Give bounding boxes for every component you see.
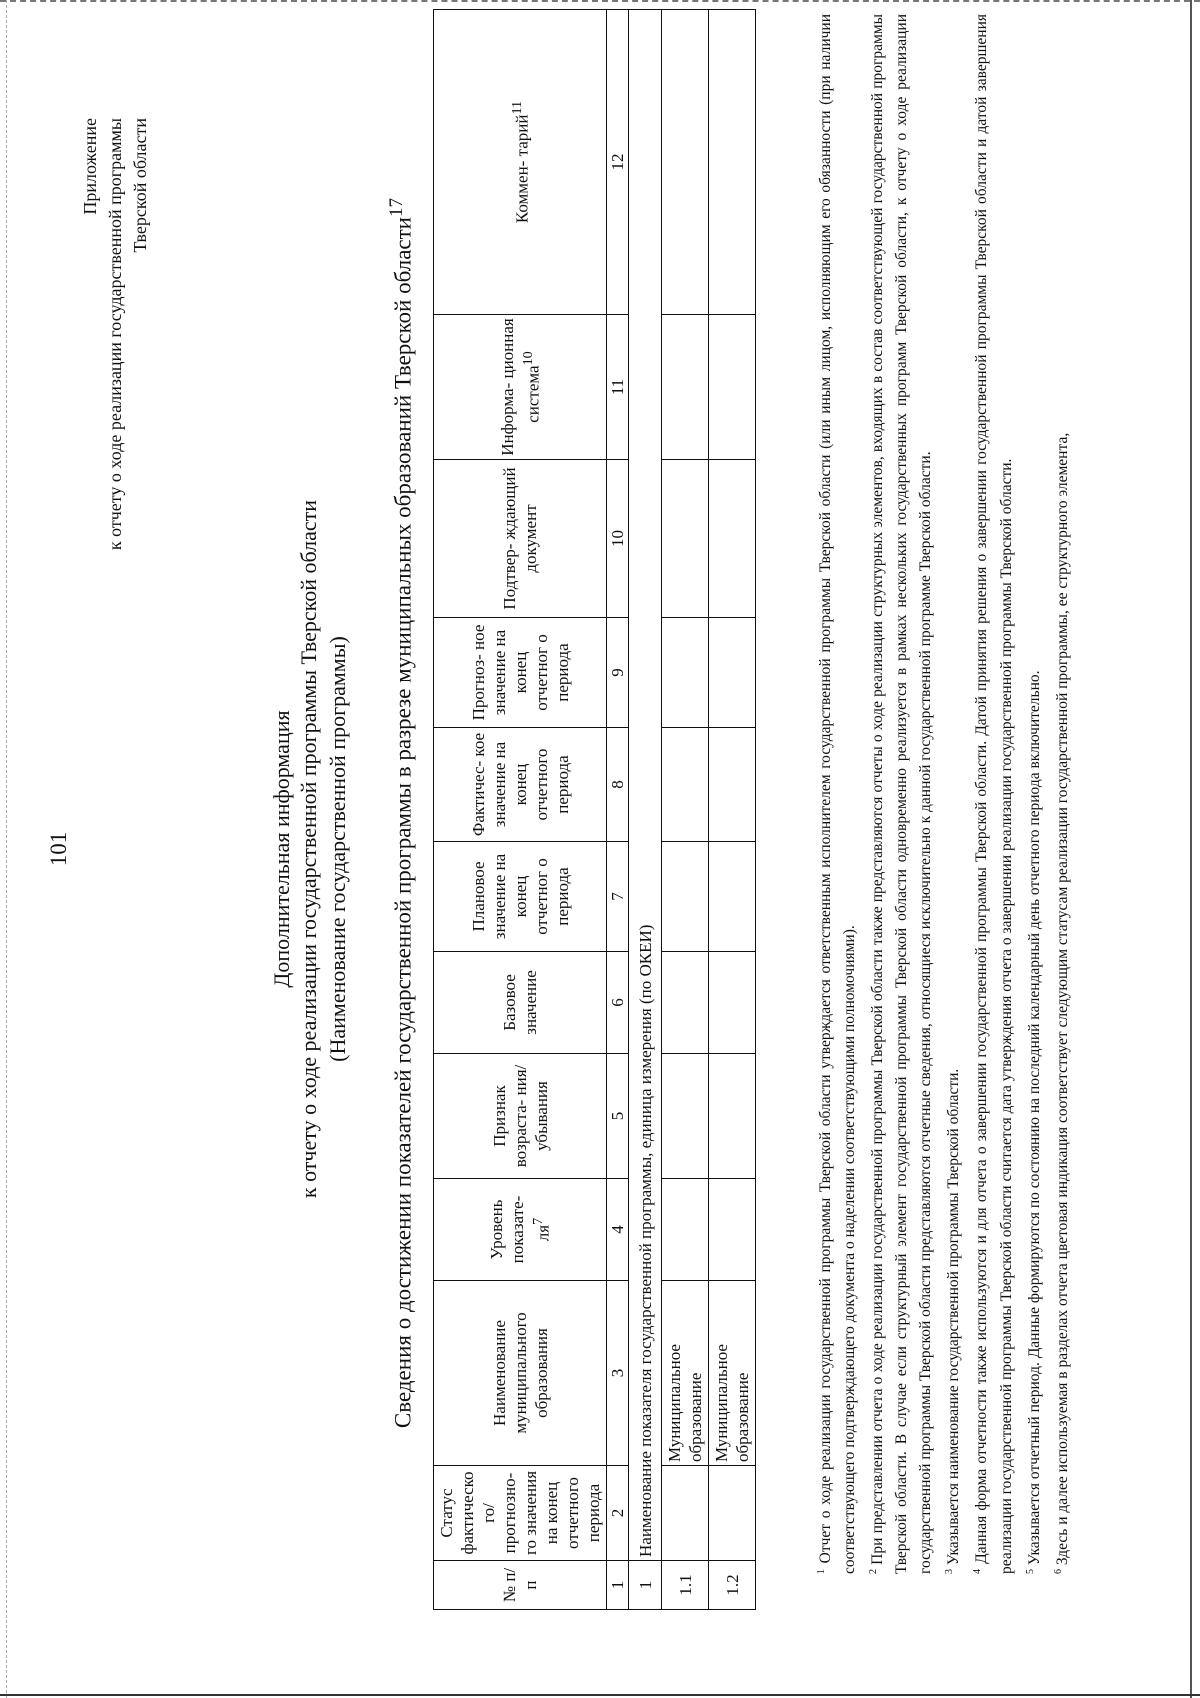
section-row bbox=[629, 10, 662, 1610]
header-forecast-value: Прогноз- ное значение на конец отчетног о периода bbox=[434, 618, 607, 728]
footnote-number: 5 bbox=[1024, 1569, 1036, 1574]
footnote bbox=[862, 14, 938, 1574]
document-title bbox=[268, 0, 351, 1698]
column-number: 9 bbox=[607, 618, 629, 728]
footnote-number: 4 bbox=[972, 1569, 984, 1574]
appendix-block bbox=[78, 118, 153, 550]
cell-empty bbox=[662, 1054, 709, 1179]
section-number: 1 bbox=[629, 1561, 662, 1610]
column-numbers-row bbox=[607, 10, 629, 1610]
cell-empty bbox=[662, 842, 709, 952]
header-num: № п/п bbox=[434, 1561, 607, 1610]
header-system-text: Информа- ционная система bbox=[497, 318, 543, 456]
appendix-line-1: Приложение bbox=[80, 118, 100, 215]
table-header-row bbox=[434, 10, 607, 1610]
header-status: Статус фактическо го/ прогнозно- го значения на конец отчетного периода bbox=[434, 1466, 607, 1561]
footnote-text: Отчет о ходе реализации государственной программы Тверской области утверждается ответственным исполнителем государственной программы Тверской области (или иным лицом, исполняющим его обязанности (при наличии соответствующего подтверждающего документа о наделении соответствующими полномочиями). bbox=[817, 14, 859, 1574]
cell-empty bbox=[709, 952, 756, 1054]
header-planned-value: Плановое значение на конец отчетног о периода bbox=[434, 842, 607, 952]
footnote-number: 1 bbox=[816, 1569, 827, 1574]
header-comment-text: Коммен- тарий bbox=[512, 114, 532, 224]
cell-empty bbox=[709, 728, 756, 842]
cell-empty bbox=[709, 315, 756, 460]
header-document: Подтвер- ждающий документ bbox=[434, 460, 607, 618]
header-level bbox=[434, 1179, 607, 1281]
column-number: 12 bbox=[607, 10, 629, 315]
footnote-number: 2 bbox=[868, 1569, 880, 1574]
column-number: 4 bbox=[607, 1179, 629, 1281]
cell-empty bbox=[662, 1179, 709, 1281]
cell-empty bbox=[709, 1179, 756, 1281]
row-number: 1.1 bbox=[662, 1561, 709, 1610]
header-base-value: Базовое значение bbox=[434, 952, 607, 1054]
column-number: 11 bbox=[607, 315, 629, 460]
page-number: 101 bbox=[46, 831, 71, 867]
cell-empty bbox=[709, 1466, 756, 1561]
column-number: 3 bbox=[607, 1281, 629, 1466]
cell-empty bbox=[709, 1054, 756, 1179]
footnote-text: Данная форма отчетности также используются и для отчета о завершении государственной программы Тверской области. Датой принятия решения о завершении государственной программы Тверской области и датой завершения реализации государственной программы Тверской области считается дата утверждения отчета о завершении реализации государственной программы Тверской области. bbox=[973, 14, 1015, 1574]
footnote-number: 6 bbox=[1052, 1569, 1064, 1574]
table-title-ref: 17 bbox=[386, 197, 407, 218]
header-municipality: Наименование муниципального образования bbox=[434, 1281, 607, 1466]
table-row bbox=[709, 10, 756, 1610]
column-number: 8 bbox=[607, 728, 629, 842]
footnote-text: Здесь и далее используемая в разделах отчета цветовая индикация соответствует следующим статусам реализации государственной программы, ее структурного элемента, bbox=[1053, 432, 1071, 1566]
cell-empty bbox=[709, 460, 756, 618]
header-level-ref: 7 bbox=[530, 1217, 547, 1225]
column-number: 10 bbox=[607, 460, 629, 618]
header-actual-value: Фактичес- кое значение на конец отчетного периода bbox=[434, 728, 607, 842]
column-number: 7 bbox=[607, 842, 629, 952]
header-trend: Признак возраста- ния/ убывания bbox=[434, 1054, 607, 1179]
appendix-line-3: Тверской области bbox=[130, 118, 150, 253]
title-line-3: (Наименование государственной программы) bbox=[325, 636, 350, 1062]
cell-empty bbox=[709, 10, 756, 315]
row-municipality: Муниципальное образование bbox=[662, 1281, 709, 1466]
row-number: 1.2 bbox=[709, 1561, 756, 1610]
table-title-text: Сведения о достижении показателей государственной программы в разрезе муниципальных образований Тверской области bbox=[390, 217, 416, 1429]
cell-empty bbox=[662, 460, 709, 618]
cell-empty bbox=[662, 10, 709, 315]
header-system bbox=[434, 315, 607, 460]
cell-empty bbox=[662, 618, 709, 728]
column-number: 5 bbox=[607, 1054, 629, 1179]
footnote bbox=[938, 14, 966, 1574]
row-municipality: Муниципальное образование bbox=[709, 1281, 756, 1466]
footnote-text: Указывается отчетный период. Данные формируются по состоянию на последний календарный день отчетного периода включительно. bbox=[1025, 670, 1043, 1566]
footnote-number: 3 bbox=[944, 1569, 956, 1574]
cell-empty bbox=[662, 1466, 709, 1561]
header-comment bbox=[434, 10, 607, 315]
header-system-ref: 10 bbox=[519, 351, 536, 366]
footnote bbox=[1019, 14, 1047, 1574]
table-title bbox=[386, 18, 417, 1608]
header-comment-ref: 11 bbox=[509, 100, 526, 115]
appendix-line-2: к отчету о ходе реализации государственной программы bbox=[105, 118, 125, 551]
column-number: 6 bbox=[607, 952, 629, 1054]
cell-empty bbox=[709, 842, 756, 952]
footnotes bbox=[810, 14, 1075, 1574]
footnote bbox=[966, 14, 1018, 1574]
column-number: 2 bbox=[607, 1466, 629, 1561]
footnote bbox=[810, 14, 862, 1574]
header-level-text: Уровень показате- ля bbox=[487, 1195, 553, 1264]
cell-empty bbox=[662, 952, 709, 1054]
column-number: 1 bbox=[607, 1561, 629, 1610]
section-label: Наименование показателя государственной программы, единица измерения (по ОКЕИ) bbox=[629, 10, 662, 1561]
footnote-text: Указывается наименование государственной программы Тверской области. bbox=[945, 1068, 963, 1566]
cell-empty bbox=[709, 618, 756, 728]
footnote bbox=[1047, 14, 1075, 1574]
cell-empty bbox=[662, 728, 709, 842]
title-line-2: к отчету о ходе реализации государственной программы Тверской области bbox=[296, 499, 321, 1199]
table-row bbox=[662, 10, 709, 1610]
footnote-text: При представлении отчета о ходе реализации государственной программы Тверской области также представляются отчеты о ходе реализации структурных элементов, входящих в состав соответствующей государственной программы Тверской области. В случае если структурный элемент государственной программы Тверской области одновременно реализуется в рамках нескольких государственных программ Тверской области, к отчету о ходе реализации государственной программы Тверской области представляются отчетные сведения, относящиеся исключительно к данной государственной программе Тверской области. bbox=[869, 13, 935, 1574]
cell-empty bbox=[662, 315, 709, 460]
indicators-table bbox=[433, 9, 756, 1610]
title-line-1: Дополнительная информация bbox=[269, 710, 294, 988]
